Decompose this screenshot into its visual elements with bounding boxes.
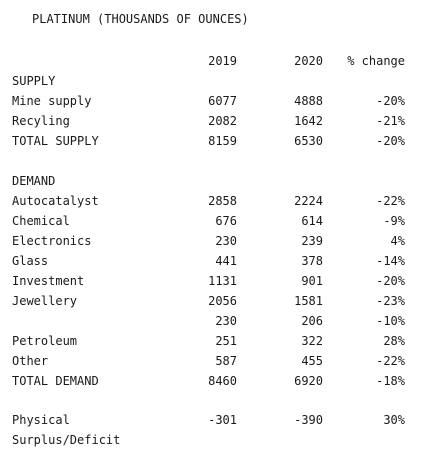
value-2020: 206 (301, 314, 323, 328)
row-label-line2: Surplus/Deficit (12, 433, 121, 447)
value-2019: 8159 (208, 134, 237, 148)
value-change: -14% (376, 254, 405, 268)
column-header-2020: 2020 (294, 54, 323, 68)
value-change: 30% (383, 413, 405, 427)
table-row-surplus-deficit (0, 411, 427, 429)
table-row (0, 232, 427, 250)
table-row (0, 272, 427, 290)
value-change: -20% (376, 94, 405, 108)
value-2019: 1131 (208, 274, 237, 288)
value-2020: 6920 (294, 374, 323, 388)
value-2020: -390 (294, 413, 323, 427)
table-row (0, 332, 427, 350)
table-row-unlabeled (0, 312, 427, 330)
value-2019: 230 (215, 314, 237, 328)
value-change: -10% (376, 314, 405, 328)
row-label: Jewellery (12, 294, 78, 308)
table-row-total-demand (0, 372, 427, 390)
value-2020: 239 (301, 234, 323, 248)
section-label: DEMAND (12, 174, 56, 188)
table-row (0, 212, 427, 230)
value-2019: -301 (208, 413, 237, 427)
value-change: 28% (383, 334, 405, 348)
section-heading-supply (0, 72, 427, 90)
value-2019: 230 (215, 234, 237, 248)
value-2020: 4888 (294, 94, 323, 108)
table-row (0, 112, 427, 130)
value-2020: 2224 (294, 194, 323, 208)
row-label: Mine supply (12, 94, 92, 108)
value-2019: 587 (215, 354, 237, 368)
table-row (0, 192, 427, 210)
section-label: SUPPLY (12, 74, 56, 88)
section-heading-demand (0, 172, 427, 190)
column-header-change: % change (347, 54, 405, 68)
value-2019: 2056 (208, 294, 237, 308)
value-2019: 2082 (208, 114, 237, 128)
value-2020: 1581 (294, 294, 323, 308)
value-2020: 614 (301, 214, 323, 228)
table-title: PLATINUM (THOUSANDS OF OUNCES) (32, 12, 249, 26)
value-change: -23% (376, 294, 405, 308)
value-change: 4% (390, 234, 405, 248)
value-2019: 6077 (208, 94, 237, 108)
value-2020: 455 (301, 354, 323, 368)
table-row-total-supply (0, 132, 427, 150)
table-row (0, 292, 427, 310)
value-change: -20% (376, 134, 405, 148)
row-label: Recyling (12, 114, 70, 128)
table-row (0, 352, 427, 370)
table-row (0, 252, 427, 270)
value-2019: 8460 (208, 374, 237, 388)
value-change: -20% (376, 274, 405, 288)
value-2020: 378 (301, 254, 323, 268)
value-change: -22% (376, 194, 405, 208)
value-change: -22% (376, 354, 405, 368)
row-label: Autocatalyst (12, 194, 99, 208)
row-label: Electronics (12, 234, 92, 248)
value-change: -18% (376, 374, 405, 388)
row-label: Other (12, 354, 49, 368)
column-header-row (0, 52, 427, 70)
row-label: TOTAL SUPPLY (12, 134, 99, 148)
row-label: TOTAL DEMAND (12, 374, 99, 388)
value-2020: 322 (301, 334, 323, 348)
value-2020: 1642 (294, 114, 323, 128)
row-label: Petroleum (12, 334, 78, 348)
value-2019: 2858 (208, 194, 237, 208)
row-label-line1: Physical (12, 413, 70, 427)
value-change: -21% (376, 114, 405, 128)
value-2019: 676 (215, 214, 237, 228)
column-header-2019: 2019 (208, 54, 237, 68)
value-change: -9% (383, 214, 405, 228)
table-row (0, 92, 427, 110)
value-2020: 6530 (294, 134, 323, 148)
row-label: Glass (12, 254, 49, 268)
row-label: Chemical (12, 214, 70, 228)
row-label: Investment (12, 274, 85, 288)
value-2019: 441 (215, 254, 237, 268)
table-row-surplus-deficit-continued (0, 431, 427, 449)
value-2019: 251 (215, 334, 237, 348)
value-2020: 901 (301, 274, 323, 288)
